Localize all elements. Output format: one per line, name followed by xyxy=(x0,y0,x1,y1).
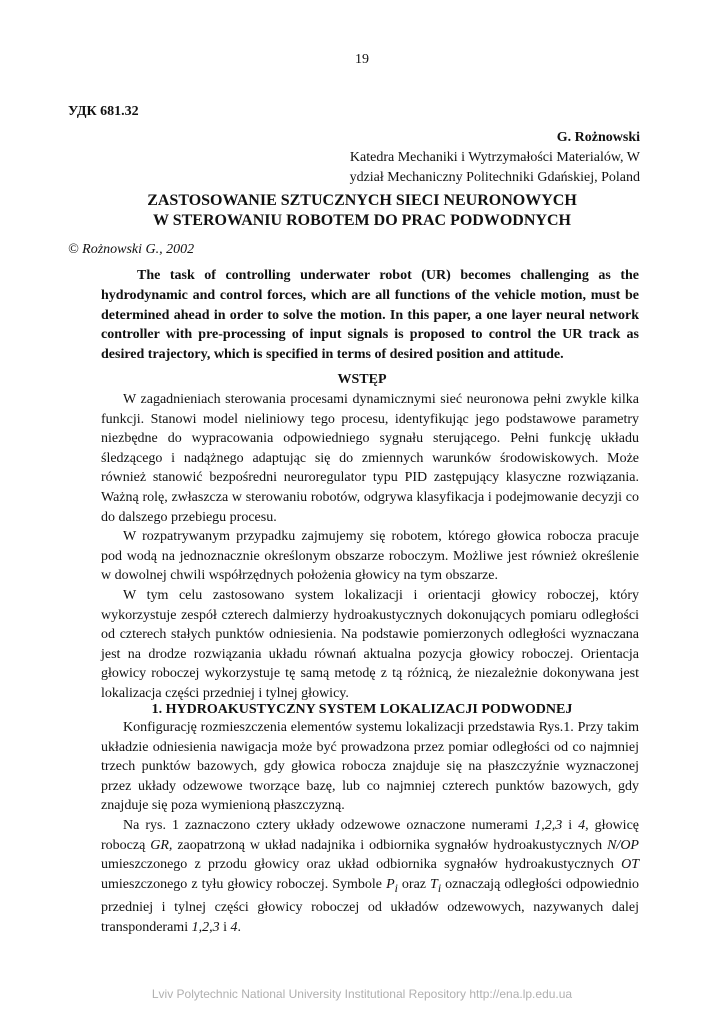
section1-body xyxy=(101,718,639,937)
intro-body xyxy=(101,390,639,704)
author-name: G. Rożnowski xyxy=(556,130,640,145)
intro-paragraph-2: W rozpatrywanym przypadku zajmujemy się robotem, którego głowica robocza pracuje pod wodą na jednoznacznie określonym obszarze roboczym. Możliwe jest również określenie w dowolnej chwili współrzędnych położenia głowicy na tym obszarze. xyxy=(101,529,639,584)
section1-paragraph-2: Na rys. 1 zaznaczono cztery układy odzewowe oznaczone numerami 1,2,3 i 4, głowicę roboczą GR, zaopatrzoną w układ nadajnika i odbiornika sygnałów hydroakustycznych N/OP umieszczonego z przodu głowicy oraz układ odbiornika sygnałów hydroakustycznych OT umieszczonego z tyłu głowicy roboczej. Symbole $P_i$ oraz $T_i$ oznaczają odległości odpowiednio przedniej i tylnej części głowicy roboczej od układów odzewowych, nazywanych dalej transponderami 1,2,3 i 4. xyxy=(101,817,639,935)
section-heading-1: 1. HYDROAKUSTYCZNY SYSTEM LOKALIZACJI PODWODNEJ xyxy=(151,702,573,717)
author-block xyxy=(350,128,640,188)
paper-title xyxy=(0,191,724,231)
author-affiliation-line2: ydział Mechaniczny Politechniki Gdańskiej, Poland xyxy=(349,170,640,185)
title-line1: ZASTOSOWANIE SZTUCZNYCH SIECI NEURONOWYCH xyxy=(147,192,577,209)
section1-paragraph-1: Konfigurację rozmieszczenia elementów systemu lokalizacji przedstawia Rys.1. Przy takim układzie odniesienia nawigacja może być prowadzona przez pomiar odległości od co najmniej trzech punktów bazowych, gdy głowica robocza znajduje się na płaszczyźnie wyznaczonej przez układy odzewowe tworzące bazę, lub co najmniej czterech punktów bazowych, gdy znajduje się poza wymienioną płaszczyzną. xyxy=(101,720,639,814)
repository-footer: Lviv Polytechnic National University Institutional Repository http://ena.lp.edu.ua xyxy=(151,987,573,1001)
section-heading-intro: WSTĘP xyxy=(337,372,387,387)
udk-code: УДК 681.32 xyxy=(68,104,139,119)
title-line2: W STEROWANIU ROBOTEM DO PRAC PODWODNYCH xyxy=(153,212,571,229)
intro-paragraph-1: W zagadnieniach sterowania procesami dynamicznymi sieć neuronowa pełni zwykle kilka funkcji. Stanowi model nieliniowy tego procesu, identyfikując jego podstawowe parametry niezbędne do wypracowania odpowiedniego sygnału sterującego. Pełni funkcję układu śledzącego i nadążnego adaptując się do zmiennych warunków środowiskowych. Może również stanowić bezpośredni neuroregulator typu PID zastępujący klasyczne rozwiązania. Ważną rolę, zwłaszcza w sterowaniu robotów, odgrywa klasyfikacja i podejmowanie decyzji co do dalszego przebiegu procesu. xyxy=(101,392,639,525)
page-number: 19 xyxy=(355,52,369,67)
copyright-notice: © Rożnowski G., 2002 xyxy=(68,242,195,257)
abstract: The task of controlling underwater robot (UR) becomes challenging as the hydrodynamic and control forces, which are all functions of the vehicle motion, must be determined ahead in order to solve the motion. In this paper, a one layer neural network controller with pre-processing of input signals is proposed to control the UR track as desired trajectory, which is specified in terms of desired position and attitude. xyxy=(101,268,639,363)
author-affiliation-line1: Katedra Mechaniki i Wytrzymałości Materialów, W xyxy=(349,150,640,165)
intro-paragraph-3: W tym celu zastosowano system lokalizacji i orientacji głowicy roboczej, który wykorzystuje zespół czterech dalmierzy hydroakustycznych dokonujących pomiaru odległości od czterech stałych punktów odniesienia. Na podstawie pomierzonych odległości wyznaczana jest na drodze rozwiązania układu równań aktualna pozycja głowicy roboczej. Orientacja głowicy roboczej wykorzystuje tę samą metodę z tą różnicą, że niezależnie dokonywana jest lokalizacja części przedniej i tylnej głowicy. xyxy=(101,587,639,701)
